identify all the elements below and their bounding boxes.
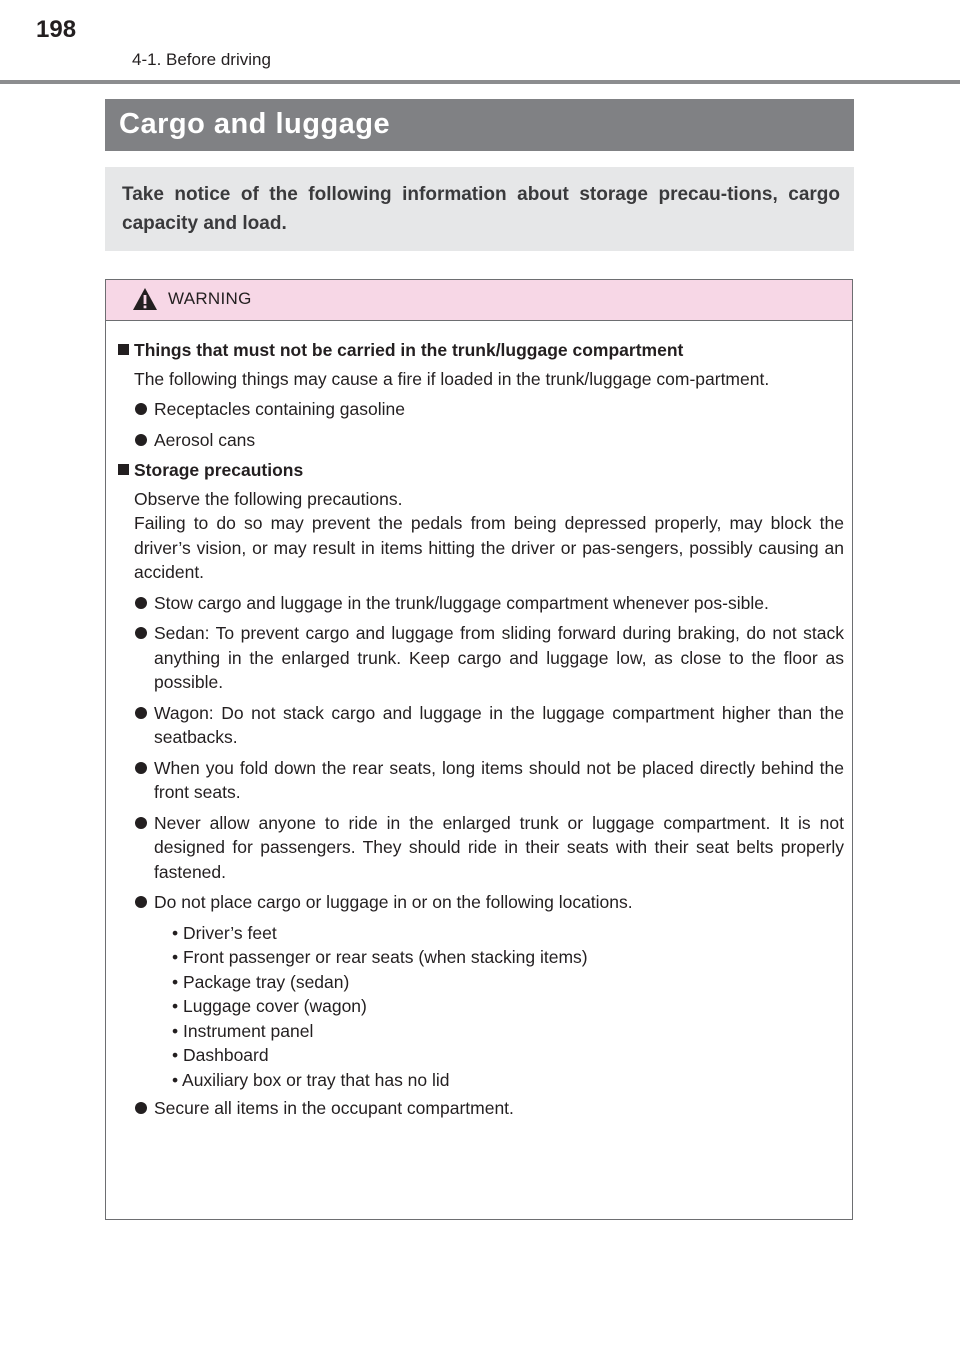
list-item: When you fold down the rear seats, long items should not be placed directly behind the front seats. bbox=[116, 756, 844, 805]
list-item: Do not place cargo or luggage in or on the following locations. bbox=[116, 890, 844, 915]
location-item: • Auxiliary box or tray that has no lid bbox=[172, 1069, 450, 1090]
warning-title: WARNING bbox=[168, 289, 252, 308]
location-item: • Instrument panel bbox=[172, 1020, 314, 1041]
location-item: • Luggage cover (wagon) bbox=[172, 996, 367, 1016]
warning-header bbox=[106, 280, 852, 321]
list-item: Wagon: Do not stack cargo and luggage in the luggage compartment higher than the seatbacks. bbox=[116, 701, 844, 750]
paragraph: Failing to do so may prevent the pedals from being depressed properly, may block the driver’s vision, or may result in items hitting the driver or pas-sengers, possibly causing an accident. bbox=[134, 513, 844, 582]
location-item: • Dashboard bbox=[172, 1045, 269, 1065]
section-label: 4-1. Before driving bbox=[132, 50, 271, 69]
intro-text: Take notice of the following information about storage precau-tions, cargo capacity and load. bbox=[122, 184, 840, 234]
circle-bullet-icon bbox=[135, 1102, 147, 1114]
circle-bullet-icon bbox=[135, 434, 147, 446]
title-band bbox=[105, 99, 854, 151]
circle-bullet-icon bbox=[135, 403, 147, 415]
circle-bullet-icon bbox=[135, 817, 147, 829]
circle-bullet-icon bbox=[135, 597, 147, 609]
warning-box bbox=[105, 279, 853, 1220]
circle-bullet-icon bbox=[135, 762, 147, 774]
list-item: Sedan: To prevent cargo and luggage from sliding forward during braking, do not stack anything in the enlarged trunk. Keep cargo and luggage low, as close to the floor as possible. bbox=[116, 621, 844, 695]
list-item: Secure all items in the occupant compartment. bbox=[116, 1096, 844, 1121]
square-bullet-icon bbox=[118, 464, 129, 475]
list-item: Stow cargo and luggage in the trunk/luggage compartment whenever pos-sible. bbox=[116, 591, 844, 616]
circle-bullet-icon bbox=[135, 707, 147, 719]
warning-icon bbox=[132, 287, 158, 316]
circle-bullet-icon bbox=[135, 896, 147, 908]
location-item: • Driver’s feet bbox=[172, 922, 277, 943]
list-item: Never allow anyone to ride in the enlarged trunk or luggage compartment. It is not designed for passengers. They should ride in their seats with their seat belts properly fastened. bbox=[116, 811, 844, 885]
warning-body bbox=[116, 338, 844, 1121]
paragraph: Observe the following precautions. bbox=[134, 488, 403, 509]
page-number: 198 bbox=[36, 16, 77, 43]
section-heading: Things that must not be carried in the trunk/luggage compartment bbox=[116, 338, 844, 363]
square-bullet-icon bbox=[118, 344, 129, 355]
list-item: Receptacles containing gasoline bbox=[116, 397, 844, 422]
section-heading: Storage precautions bbox=[116, 458, 844, 483]
header-rule bbox=[0, 80, 960, 84]
location-item: • Package tray (sedan) bbox=[172, 971, 350, 992]
paragraph: The following things may cause a fire if loaded in the trunk/luggage com-partment. bbox=[134, 368, 770, 389]
list-item: Aerosol cans bbox=[116, 428, 844, 453]
page-title: Cargo and luggage bbox=[119, 108, 391, 140]
location-item: • Front passenger or rear seats (when stacking items) bbox=[172, 947, 588, 967]
circle-bullet-icon bbox=[135, 627, 147, 639]
intro-box bbox=[105, 167, 854, 251]
